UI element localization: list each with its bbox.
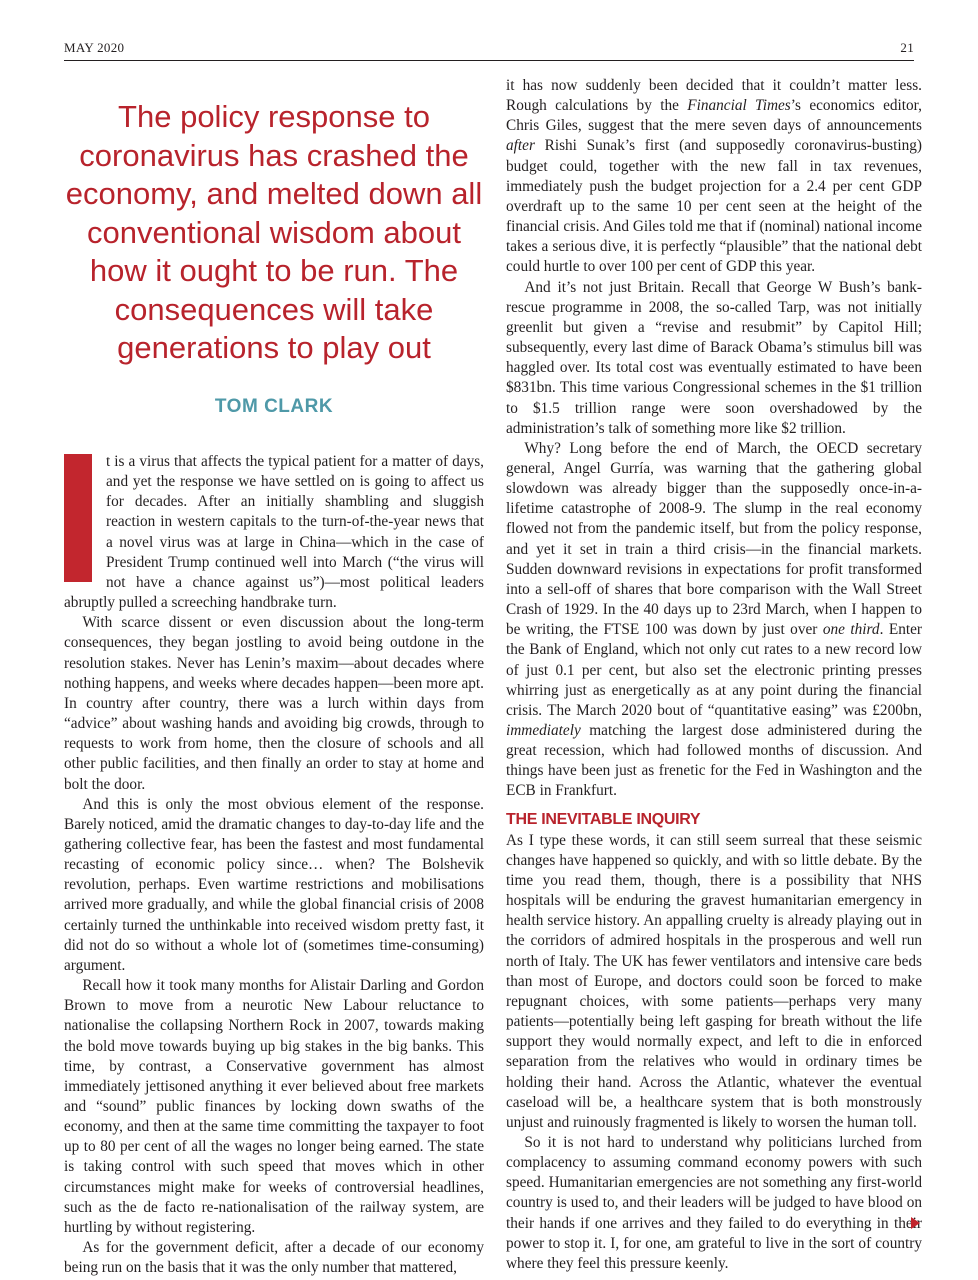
italic-emphasis: after bbox=[506, 137, 535, 155]
text-run: Why? Long before the end of March, the OECD secretary general, Angel Gurría, was warning that the gathering global slowdown was already bigger than the supposedly once-in-a-lifetime catastrophe of 2008-9. The slump in the real economy flowed not from the pandemic itself, but from the policy response, and yet it set in train a third crisis—in the financial markets. Sudden downward revisions in expectations for profit transformed into a sell-off of shares that bore comparison with the Wall Street Crash of 1929. In the 40 days up to 23rd March, when I happen to be writing, the FTSE 100 was down by just over bbox=[506, 439, 922, 639]
italic-emphasis: one third bbox=[822, 621, 880, 639]
text-run: matching the largest dose administered during the great recession, which had followed months of discussion. And things have been just as frenetic for the Fed in Washington and the ECB in Frankfurt. bbox=[506, 722, 922, 800]
article-paragraph: So it is not hard to understand why politicians lurched from complacency to assuming command economy powers with such speed. Humanitarian emergencies are not something any first-world country is used to, and their leaders will be judged to have blood on their hands if one arrives and they failed to do everything in their power to stop it. I, for one, am grateful to live in the sort of country where they feel this pressure keenly. bbox=[506, 1133, 922, 1272]
right-column bbox=[506, 76, 922, 1274]
article-paragraph: As I type these words, it can still seem surreal that these seismic changes have happened so quickly, and with so little debate. By the time you read them, though, there is a possibility that NHS hospitals will be enduring the gravest humanitarian emergency in health service history. An appalling cruelty is already playing out in the corridors of admired hospitals in the prosperous and well run north of Italy. The UK has fewer ventilators and intensive care beds than most of Europe, and doctors could soon be forced to make repugnant choices, with some patients—perhaps very many patients—potentially being left gasping for breath without the life support they would normally expect, and left to die in enforced separation from the relatives who would in ordinary times be holding their hand. Across the Atlantic, whatever the eventual caseload will be, a healthcare system that is both monstrously unjust and ruinously fragmented is likely to worsen the human toll. bbox=[506, 831, 922, 1131]
article-paragraph: And it’s not just Britain. Recall that George W Bush’s bank-rescue programme in 2008, the so-called Tarp, was not initially greenlit but given a “revise and resubmit” by Capitol Hill; subsequently, every last dime of Barack Obama’s stimulus bill was haggled over. Its total cost was eventually estimated to have been $831bn. This time various Congressional schemes in the $1 trillion to $1.5 trillion range were soon overshadowed by the administration’s talk of something more like $2 trillion. bbox=[506, 278, 922, 437]
text-run: Rishi Sunak’s first (and supposedly coronavirus-busting) budget could, together with the new fall in tax revenues, immediately push the budget projection for a 2.4 per cent GDP overdraft up to the same 10 per cent seen at the height of the financial crisis. And Giles told me that if (nominal) national income takes a serious dive, it is perfectly “plausible” that the national debt could hurtle to over 100 per cent of GDP this year. bbox=[506, 137, 922, 276]
italic-publication: Financial Times bbox=[687, 97, 791, 115]
byline: TOM CLARK bbox=[214, 396, 334, 417]
drop-cap-block bbox=[64, 454, 92, 582]
text-run: . Enter the Bank of England, which not only cut rates to a new record low of just 0.1 per cent, but also set the electronic printing presses whirring just as energetically as at any point during the financial crisis. The March 2020 bout of “quantitative easing” was £200bn, bbox=[506, 621, 923, 719]
left-column bbox=[64, 452, 484, 1278]
article-paragraph: As for the government deficit, after a decade of our economy being run on the basis that it was the only number that mattered, bbox=[64, 1239, 484, 1277]
text-run: ’s economics editor, Chris Giles, suggest that the mere seven days of announcements bbox=[506, 97, 922, 135]
section-subhead: THE INEVITABLE INQUIRY bbox=[506, 810, 701, 828]
issue-date: MAY 2020 bbox=[64, 40, 125, 55]
page-number: 21 bbox=[900, 40, 914, 55]
italic-emphasis: immediately bbox=[506, 722, 581, 739]
text-run: it has now suddenly been decided that it couldn’t matter less. Rough calculations by the bbox=[506, 77, 922, 115]
standfirst: The policy response to coronavirus has crashed the economy, and melted down all conventional wisdom about how it ought to be run. The consequences will take generations to play out bbox=[65, 99, 483, 365]
article-paragraph: And this is only the most obvious element of the response. Barely noticed, amid the dramatic changes to day-to-day life and the gathering collective fear, has been the fastest and most fundamental recasting of economic policy since… when? The Bolshevik revolution, perhaps. Even wartime restrictions and mobilisations arrived more gradually, and while the global financial crisis of 2008 certainly turned the unthinkable into received wisdom pretty fast, it did not do so without a whole lot of (sometimes time-consuming) argument. bbox=[64, 795, 484, 974]
article-paragraph bbox=[506, 76, 922, 278]
article-paragraph: With scarce dissent or even discussion about the long-term consequences, they began jostling to avoid being outdone in the resolution stakes. Never has Lenin’s maxim—about decades where nothing happens, and weeks where decades happen—been more apt. In country after country, there was a lurch within days from “advice” about washing hands and avoiding big crowds, through to requests to work from home, then the closure of schools and all other public facilities, and then finally an order to stay at home and bolt the door. bbox=[64, 614, 484, 793]
paragraph-text: t is a virus that affects the typical patient for a matter of days, and yet the response we have settled on is going to affect us for decades. After an initially shambling and sluggish reaction in western capitals to the turn-of-the-year news that a novel virus was at large in China—which in the case of President Trump continued well into March (“the virus will not have a chance against us”)—most political leaders abruptly pulled a screeching handbrake turn. bbox=[64, 453, 484, 612]
header-rule bbox=[64, 60, 914, 61]
article-paragraph: Recall how it took many months for Alistair Darling and Gordon Brown to move from a neurotic New Labour reluctance to nationalise the collapsing Northern Rock in 2007, towards making the bold move towards buying up big stakes in the big banks. This time, by contrast, a Conservative government has almost immediately jettisoned anything it ever believed about free markets and “sound” public finances by locking down swaths of the economy, and then at the same time committing the taxpayer to foot up to 80 per cent of all the wages no longer being earned. The state is taking control with such speed that moves which in other circumstances might make for weeks of controversial headlines, such as the de facto re-nationalisation of the railway system, are hurtling by without registering. bbox=[64, 977, 484, 1236]
continue-arrow-icon bbox=[911, 1217, 920, 1229]
article-paragraph bbox=[506, 439, 922, 802]
page-header bbox=[64, 40, 914, 58]
article-paragraph bbox=[64, 452, 484, 613]
